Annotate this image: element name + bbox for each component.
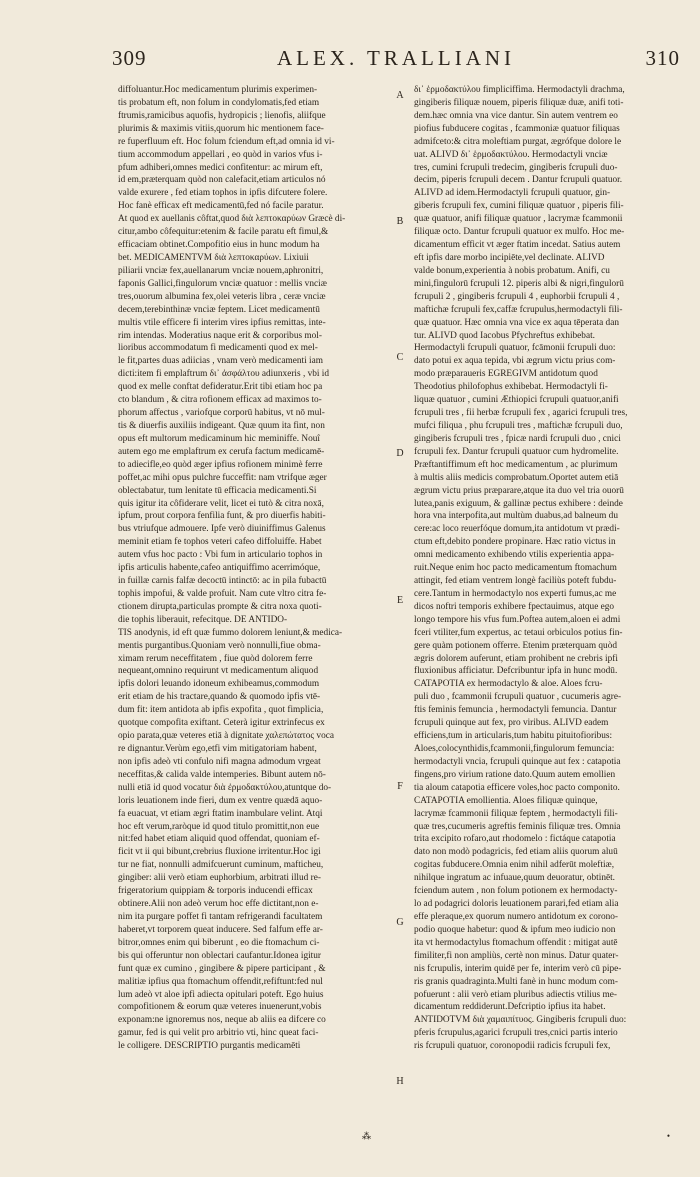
text-line: tium accommodum appellari , eo quòd in varios vfus i- — [118, 149, 323, 160]
text-line: opio parata,quæ veteres etiā à dignitate χαλεπώτατος voca — [118, 731, 334, 742]
text-line: fceri vtiliter,fum expertus, ac tetaui orbiculos potius fin- — [414, 627, 623, 638]
text-line: eft ipfis dare morbo incipiēte,vel declinate. ALIVD — [414, 252, 605, 263]
text-line: hoc eft verum,raròque id quod titulo promittit,non eue — [118, 821, 320, 832]
text-line: tophis impofui, & valde profuit. Nam cute vltro citra fe- — [118, 588, 327, 599]
right-column-text — [414, 84, 682, 1053]
text-line: ipfis articulis habente,cafeo antiquiffimo acerrimóque, — [118, 563, 321, 574]
text-line: autem ego me emplaftrum ex cerufa factum medicamē- — [118, 446, 325, 457]
text-line: quotque compofita exiftant. Ceterà igitur extrinfecus ex — [118, 718, 325, 729]
text-line: frigeratorium quippiam & torporis inducendi efficax — [118, 886, 313, 897]
text-line: hermodactyli vncia, fcrupuli quinque aut fex : catapotia — [414, 756, 621, 767]
text-line: mentis purgantibus.Quoniam verò nonnulli,fiue obma- — [118, 640, 321, 651]
text-line: lum adeò vt aloe ipfi adiecta opitulari poteft. Ego huius — [118, 989, 324, 1000]
margin-letter: G — [396, 917, 404, 928]
text-line: CATAPOTIA emollientia. Aloes filiquæ quinque, — [414, 795, 598, 806]
text-line: efficiens,tum in articularis,tum habitu pituitofioribus: — [414, 731, 613, 742]
text-line: erit etiam de his tractare,quando & quomodo ipfis vtē- — [118, 692, 321, 703]
text-line: le colligere. DESCRIPTIO purgantis medicamēti — [118, 1041, 301, 1052]
text-line: Hoc fanè efficax eft medicamentū,fed nó facile paratur. — [118, 201, 324, 212]
text-line: dicamentum reddiderunt.Defcriptio ipfius ita habet. — [414, 1002, 606, 1013]
text-line: quæ quatuor. Hæc omnia vna vice ex aqua tēperata dan — [414, 317, 619, 328]
margin-letter: D — [396, 448, 404, 459]
text-line: maftichæ fcrupuli fex,caffæ fcrupulus,hermodactyli fili- — [414, 304, 623, 315]
margin-letter: H — [396, 1076, 404, 1087]
text-line: quæ tres,cucumeris agreftis feminis filiquæ tres. Omnia — [414, 821, 621, 832]
text-line: bet. MEDICAMENTVM διὰ λεπτοκαρύων. Lixiuii — [118, 252, 309, 263]
text-line: exponam:ne ignoremus nos, neque ab aliis ea difcere co — [118, 1015, 326, 1026]
text-line: fcrupuli tres , fii herbæ fcrupuli fex , agarici fcrupuli tres, — [414, 408, 628, 419]
text-line: ftis feminis femuncia , hermodactyli femuncia. Dantur — [414, 705, 617, 716]
text-line: opus eft multorum medicaminum hic meminiffe. Nouî — [118, 433, 320, 444]
text-line: non ipfis adeò vti confulo nifi magna admodum vrgeat — [118, 756, 321, 767]
text-line: phorum affectus , variofque corporū habitus, vt nō mul- — [118, 408, 325, 419]
page-header — [112, 46, 680, 72]
text-line: Præftantiffimum eft hoc medicamentum , ac plurimum — [414, 459, 618, 470]
text-line: bus vtriufque admouere. Ipfe verò diuiniffimus Galenus — [118, 524, 326, 535]
text-line: cto blandum , & citra rofionem efficax ad maximos to- — [118, 395, 322, 406]
text-line: haberet,vt torporem queat inducere. Sed falfum effe ar- — [118, 924, 323, 935]
footer-mark-left: ⁂ — [362, 1131, 371, 1141]
text-line: tur. ALIVD quod Iacobus Pfychreftus exhibebat. — [414, 330, 595, 341]
text-line: tres,ouorum albumina fex,olei veteris libra , ceræ vnciæ — [118, 291, 326, 302]
text-line: meminit etiam fe tophos veteri cafeo diffoluiffe. Habet — [118, 537, 322, 548]
text-line: efficaciam obtinet.Compofitio eius in hunc modum ha — [118, 240, 320, 251]
text-line: ficit vt ii qui bibunt,crebrius fluxione irritentur.Hoc igi — [118, 847, 321, 858]
text-line: gere quàm potionem offerre. Etenim præterquam quòd — [414, 640, 618, 651]
text-line: pfum adhiberi,omnes medici confitentur: ac mirum eft, — [118, 162, 323, 173]
text-line: dicti:item fi emplaftrum δι᾽ ἀσφάλτου adiunxeris , vbi id — [118, 369, 330, 380]
text-line: bis qui offeruntur non oblectari caufantur.Idonea igitur — [118, 950, 322, 961]
text-line: tur ne fiat, nonnulli admifcuerunt cuminum, mafticheu, — [118, 860, 324, 871]
text-line: die tophis liberauit, refecitque. DE ANTIDO- — [118, 614, 288, 625]
text-line: to adiecifle,eo quòd æger ipfius rofionem minimè ferre — [118, 459, 323, 470]
text-line: ris granis quadraginta.Multi fanè in hunc modum com- — [414, 976, 618, 987]
text-line: ita vt hermodactylus ftomachum offendit : mitigat autē — [414, 937, 618, 948]
text-line: Hermodactyli fcrupuli quatuor, fcāmonii fcrupuli duo: — [414, 343, 616, 354]
text-line: ipfum, prout corpora fenfilia funt, & pro diuerfis habiti- — [118, 511, 326, 522]
text-line: trita excipito rofaro,aut rhodomelo : fictáque catapotia — [414, 834, 616, 845]
text-line: loris leuationem inde fieri, dum ex ventre quædā aquo- — [118, 795, 323, 806]
margin-letter: F — [397, 781, 403, 792]
text-line: tres, cumini fcrupuli tredecim, gingiberis fcrupuli duo- — [414, 162, 618, 173]
running-title: ALEX. TRALLIANI — [276, 46, 516, 70]
text-line: à multis aliis medicis comprobatum.Oportet autem etiā — [414, 472, 619, 483]
text-line: bitror,omnes enim qui biberunt , eo die ftomachum ci- — [118, 937, 320, 948]
text-line: nim ita purgare poffet fi tantam refrigerandi facultatem — [118, 912, 323, 922]
text-line: dum fit: item antidota ab ipfis expofita , quot fimplicia, — [118, 705, 324, 716]
text-line: ALIVD ad idem.Hermodactyli fcrupuli quatuor, gin- — [414, 188, 611, 199]
text-line: obtinere.Alii non adeò verum hoc effe dictitant,non e- — [118, 899, 319, 910]
text-line: filiquæ octo. Dantur fcrupuli quatuor ex mulfo. Hoc me- — [414, 227, 625, 238]
text-line: multis vtile efficere fi interim vires ipfius remittas, inte- — [118, 317, 326, 328]
text-line: admifceto:& citra moleftiam purgat, ægrófque dolore le — [414, 136, 622, 147]
text-line: effe pleraque,ex quorum numero antidotum ex corono- — [414, 912, 619, 922]
text-line: hora vna interpofita,aut multùm duabus,ad balneum du — [414, 511, 618, 522]
text-line: re dignantur.Verùm ego,etfi vim mitigatoriam habent, — [118, 744, 317, 755]
text-line: ctionem dirupta,particulas prompte & citra noxa quoti- — [118, 601, 322, 612]
text-line: malitiæ ipfius qua ftomachum offendit,refiftunt:fed nul — [118, 976, 323, 987]
text-line: nequeant,omnino requirunt vt medicamentum aliquod — [118, 666, 319, 677]
text-line: lacrymæ fcammonii filiquæ feptem , hermodactyli fili- — [414, 808, 618, 819]
text-line: giberis fcrupuli fex, cumini filiquæ quatuor , piperis fili- — [414, 201, 624, 212]
page-footer — [112, 1131, 680, 1145]
text-line: quod ex melle conftat defideratur.Erit tibi etiam hoc pa — [118, 382, 323, 393]
text-line: faponis Gallici,fingulorum vnciæ quatuor : mellis vnciæ — [118, 278, 327, 289]
text-line: fa euacuat, vt etiam ægri ftatim inambulare velint. Atqi — [118, 808, 323, 819]
text-line: cogitas fubducere.Omnia enim nihil adferūt moleftiæ, — [414, 860, 615, 871]
text-line: pofuerunt : alii verò etiam pluribus adiectis vtilius me- — [414, 989, 617, 1000]
text-line: fingens,pro virium ratione dato.Quum autem emollien — [414, 769, 616, 780]
text-line: longo tempore his vfus fum.Poftea autem,aloen ei admi — [414, 614, 621, 625]
text-line: ipfis dolori leuando idoneum exhibeamus,commodum — [118, 679, 320, 690]
text-line: nulli etiā id quod vocatur διὰ ἐρμοδακτύλου,atuntque do- — [118, 782, 332, 793]
text-line: fimiliter,fi non ampliùs, certè non minus. Datur quater- — [414, 950, 619, 961]
text-line: tia aloum catapotia efficere voles,hoc pacto componito. — [414, 782, 620, 793]
text-line: fluxionibus afficiatur. Defcribuntur ipfa in hunc modū. — [414, 666, 618, 677]
text-line: nit:fed habet etiam aliquid quod offendat, quoniam ef- — [118, 834, 320, 845]
text-line: dem.hæc omnia vna vice dantur. Sin autem ventrem eo — [414, 110, 618, 121]
text-line: ftrumis,ramicibus aquofis, hydropicis ; lienofis, aliifque — [118, 110, 326, 121]
text-line: gingiber: alii verò etiam euphorbium, arbitrati illud re- — [118, 873, 321, 884]
margin-letter: E — [396, 595, 404, 606]
text-line: TIS anodynis, id eft quæ fummo dolorem leniunt,& medica- — [118, 627, 343, 638]
text-line: dato non modò podagricis, fed etiam aliis quorum aluū — [414, 847, 618, 858]
text-line: fcrupuli fex. Dantur fcrupuli quatuor cum hydromelite. — [414, 446, 619, 457]
text-line: tis & diuerfis auxiliis indigeant. Quæ quum ita fint, non — [118, 420, 325, 431]
text-line: nihilque ingratum ac infuaue,quum deuoratur, obtinēt. — [414, 873, 616, 884]
text-line: dato potui ex aqua tepida, vbi ægrum victu prius com- — [414, 356, 616, 367]
text-line: cere.Tantum in hermodactylo nos experti fumus,ac me — [414, 588, 617, 599]
text-line: cere:ac loco reuerfóque domum,ita antidotum vt prædi- — [414, 524, 620, 535]
page-number-right: 310 — [645, 46, 680, 70]
text-line: ximam rerum neceffitatem , fiue quòd dolorem ferre — [118, 653, 313, 664]
text-line: ris fcrupuli quatuor, coronopodii radicis fcrupuli fex, — [414, 1041, 611, 1052]
text-line: ægris dolorem auferunt, etiam prohibent ne crebris ipfi — [414, 653, 618, 664]
text-line: oblectabatur, tum lenitate tū efficacia medicamenti.Si — [118, 485, 317, 496]
text-line: fciendum autem , non folum potionem ex hermodacty- — [414, 886, 618, 897]
page-number-left: 309 — [112, 46, 147, 70]
text-line: lutea,panis exiguum, & gallinæ pectus exhibere : deinde — [414, 498, 623, 509]
text-line: id em,præterquam quòd non calefacit,etiam articulos nó — [118, 175, 326, 186]
text-line: dicamentum efficit vt æger ftatim incedat. Satius autem — [414, 240, 621, 251]
text-line: quis igitur ita côfiderare velit, licet ei tutò & citra noxā, — [118, 498, 325, 509]
text-line: CATAPOTIA ex hermodactylo & aloe. Aloes fcru- — [414, 679, 603, 690]
text-line: ctum eft,debito pondere propinare. Hæc ratio victus in — [414, 537, 616, 548]
text-line: gingiberis fcrupuli tres , fpicæ nardi fcrupuli duo , cnici — [414, 433, 621, 444]
text-line: compofitionem & eorum quæ veteres inuenerunt,vobis — [118, 1002, 322, 1013]
text-line: fcrupuli 2 , gingiberis fcrupuli 4 , euphorbii fcrupuli 4 , — [414, 291, 620, 302]
text-line: fcrupuli quinque aut fex, pro viribus. ALIVD eadem — [414, 718, 609, 729]
text-line: mini,fingulorū fcrupuli 12. piperis albi & nigri,fingulorū — [414, 278, 624, 289]
text-line: Theodotius philofophus exhibebat. Hermodactyli fi- — [414, 382, 608, 393]
margin-letter: C — [396, 352, 404, 363]
text-line: attingit, fed etiam ventrem longè faciliùs poteft fubdu- — [414, 576, 617, 587]
text-line: in fuillæ carnis falfæ decoctū intinctō: ac in pila fubactū — [118, 576, 327, 587]
footer-mark-right: • — [666, 1131, 670, 1141]
text-line: Aloes,colocynthidis,fcammonii,fingulorum femuncia: — [414, 744, 615, 755]
text-line: valde bonum,experientia à nobis probatum. Anifi, cu — [414, 265, 610, 276]
text-line: modo præparaueris EGREGIVM antidotum quod — [414, 369, 598, 380]
text-line: omni medicamento exhibendo vtilis experientia appa- — [414, 550, 615, 561]
text-line: podio quoque habetur: quod & ipfum meo iudicio non — [414, 924, 616, 935]
text-line: re fuperfluum eft. Hoc folum fciendum eft,ad omnia id vi- — [118, 136, 335, 147]
text-line: quæ quatuor, anifi filiquæ quatuor , lacrymæ fcammonii — [414, 214, 623, 225]
text-line: valde exurere , fed etiam tophos in ipfis difcutere folere. — [118, 188, 328, 199]
text-line: citur,ambo côfequitur:etenim & facile paratu eft fimul,& — [118, 227, 329, 238]
text-line: mufci filiqua , phu fcrupuli tres , maftichæ fcrupuli duo, — [414, 420, 623, 431]
text-line: At quod ex auellanis côftat,quod διὰ λεπτοκαρύων Græcè di- — [118, 214, 346, 225]
text-line: dicos noftri temporis exhibere fpectauimus, atque ego — [414, 601, 615, 612]
text-line: diffoluantur.Hoc medicamentum plurimis experimen- — [118, 85, 318, 95]
text-line: uat. ALIVD δι᾽ ἑρμοδακτύλου. Hermodactyli vnciæ — [414, 149, 608, 160]
text-line: liquæ quatuor , cumini Æthiopici fcrupuli quatuor,anifi — [414, 395, 619, 406]
text-line: neceffitas,& calida valde intemperies. Bibunt autem nō- — [118, 769, 326, 780]
text-line: ANTIDOTVM διὰ χαμαιπίτυος. Gingiberis fcrupuli duo: — [414, 1015, 627, 1026]
text-line: autem vfus hoc pacto : Vbi fum in articulario tophos in — [118, 550, 323, 561]
margin-letter: B — [396, 216, 404, 227]
text-line: rim intendas. Moderatius naque erit & corporibus mol- — [118, 330, 322, 341]
margin-letter: A — [396, 90, 404, 101]
text-line: plurimis & maximis vitiis,quorum hic mentionem face- — [118, 123, 324, 134]
text-line: ruit.Neque enim hoc pacto medicamentum ftomachum — [414, 563, 617, 574]
text-line: pferis fcrupulus,agarici fcrupuli tres,cnici partis interio — [414, 1028, 618, 1039]
text-line: tis probatum eft, non folum in condylomatis,fed etiam — [118, 97, 320, 108]
text-line: lo ad podagrici doloris leuationem parari,fed etiam alia — [414, 899, 619, 910]
text-line: ægrum victu prius præparare,atque ita duo vel tria ouorū — [414, 485, 624, 496]
text-line: puli duo , fcammonii fcrupuli quatuor , cucumeris agre- — [414, 692, 622, 703]
text-line: funt quæ ex cumino , gingibere & pipere participant , & — [118, 963, 326, 974]
text-line: le fit,partes duas adiicias , vnam verò medicamenti iam — [118, 356, 323, 367]
left-column-text — [118, 84, 386, 1053]
text-line: δι᾽ ἑρμοδακτύλου fimpliciffima. Hermodactyli drachma, — [414, 85, 625, 95]
text-line: lioribus accommodatum fi medicamenti quod ex mel- — [118, 343, 318, 354]
text-line: poffet,ac mihi opus pulchre fucceffit: nam vtrifque æger — [118, 472, 327, 483]
text-line: gingiberis filiquæ nouem, piperis filiquæ duæ, anifi toti- — [414, 97, 624, 108]
text-line: decim, piperis fcrupuli decem . Dantur fcrupuli quatuor. — [414, 175, 623, 186]
text-line: decem,terebinthinæ vnciæ feptem. Licet medicamentū — [118, 304, 320, 315]
text-line: nis fcrupulis, interim quidē per fe, interim verò cū pipe- — [414, 963, 622, 974]
text-line: piliarii vnciæ fex,auellanarum vnciæ nouem,aphronitri, — [118, 265, 324, 276]
text-line: piofius fubducere cogitas , fcammoniæ quatuor filiquas — [414, 123, 620, 134]
text-line: gamur, fed is qui velit pro arbitrio vti, hinc queat faci- — [118, 1028, 319, 1039]
